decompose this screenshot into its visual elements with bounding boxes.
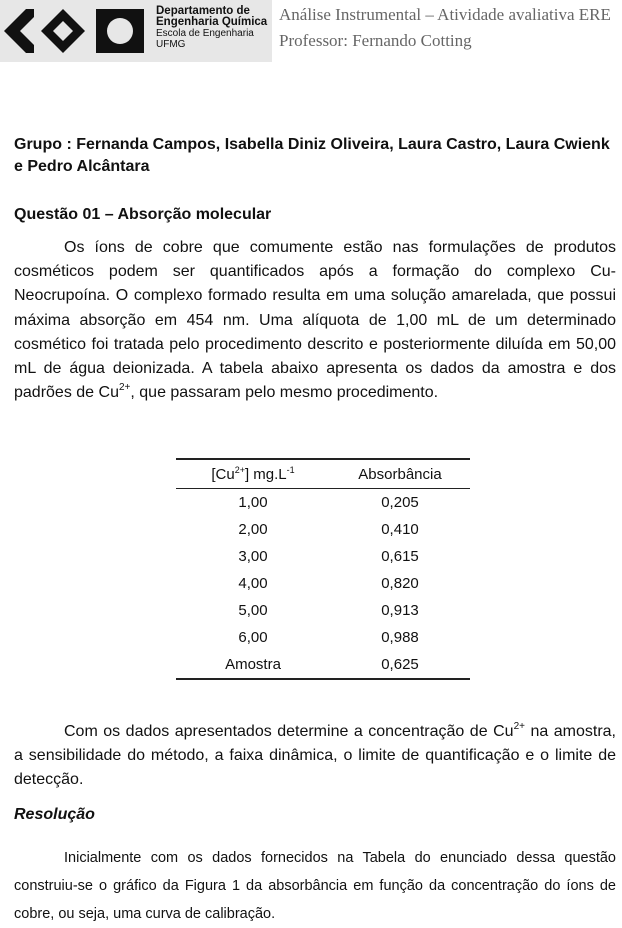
table-row [176, 597, 470, 624]
question-title: Questão 01 – Absorção molecular [14, 206, 272, 223]
cell-absorbance: 0,625 [381, 656, 419, 673]
task-text-main: Com os dados apresentados determine a concentração de Cu [64, 723, 514, 740]
question-text-main: Os íons de cobre que comumente estão nas formulações de produtos cosméticos podem ser quantificados após a formação do complexo Cu-Neocrupoína. O complexo formado resulta em uma solução amarelada, que possui máxima absorção em 454 nm. Uma alíquota de 1,00 mL de um determinado cosmético foi tratada pelo procedimento descrito e posteriormente diluída em 50,00 mL de água deionizada. A tabela abaixo apresenta os dados da amostra e dos padrões de Cu [14, 239, 616, 402]
data-table [176, 458, 470, 680]
cell-absorbance: 0,410 [381, 521, 419, 538]
task-section [14, 720, 616, 793]
cell-concentration: 4,00 [238, 575, 268, 592]
cell-absorbance: 0,205 [381, 494, 419, 511]
logo-band [0, 0, 272, 62]
col-header-absorbance: Absorbância [358, 465, 442, 483]
task-text [14, 720, 616, 793]
cell-absorbance: 0,988 [381, 629, 419, 646]
question-text [14, 236, 616, 405]
cell-concentration: 1,00 [238, 494, 268, 511]
dept-line-2: Engenharia Química [156, 16, 268, 28]
table-header [176, 460, 470, 489]
ufmg-deq-logo-icon [0, 0, 152, 62]
table-row [176, 651, 470, 678]
col-header-concentration: $[Cu^{2+}]$ $mg.L^{-1}$ [211, 464, 295, 483]
department-block [156, 6, 267, 50]
dept-line-1: Departamento de [156, 5, 250, 17]
cell-concentration: Amostra [225, 656, 281, 673]
cell-concentration: 6,00 [238, 629, 268, 646]
dept-line-4: UFMG [156, 39, 186, 50]
table-row [176, 489, 470, 516]
cell-concentration: 3,00 [238, 548, 268, 565]
table-row [176, 624, 470, 651]
task-text-end: na amostra, a sensibilidade do método, a faixa dinâmica, o limite de quantificação e o limite de detecção. [14, 723, 616, 789]
cell-absorbance: 0,615 [381, 548, 419, 565]
professor-name: Professor: Fernando Cotting [279, 31, 472, 50]
group-members: Grupo : Fernanda Campos, Isabella Diniz Oliveira, Laura Castro, Laura Cwienk e Pedro Alcântara [14, 136, 610, 175]
table-row [176, 516, 470, 543]
cell-absorbance: 0,820 [381, 575, 419, 592]
cell-concentration: 2,00 [238, 521, 268, 538]
course-title: Análise Instrumental – Atividade avaliativa ERE [279, 5, 611, 24]
cell-concentration: 5,00 [238, 602, 268, 619]
cell-absorbance: 0,913 [381, 602, 419, 619]
question-text-end: , que passaram pelo mesmo procedimento. [130, 384, 439, 402]
table-row [176, 570, 470, 597]
resolution-title: Resolução [14, 806, 95, 823]
table-body [176, 489, 470, 678]
dept-line-3: Escola de Engenharia [156, 28, 254, 39]
task-text-sup: 2+ [513, 721, 525, 732]
table-row [176, 543, 470, 570]
resolution-text: Inicialmente com os dados fornecidos na Tabela do enunciado dessa questão construiu-se o gráfico da Figura 1 da absorbância em função da concentração do íons de cobre, ou seja, uma curva de calibração. [14, 850, 616, 922]
page-header [0, 0, 622, 62]
course-info [279, 2, 611, 54]
document-body [14, 134, 616, 405]
question-text-sup: 2+ [118, 382, 131, 394]
